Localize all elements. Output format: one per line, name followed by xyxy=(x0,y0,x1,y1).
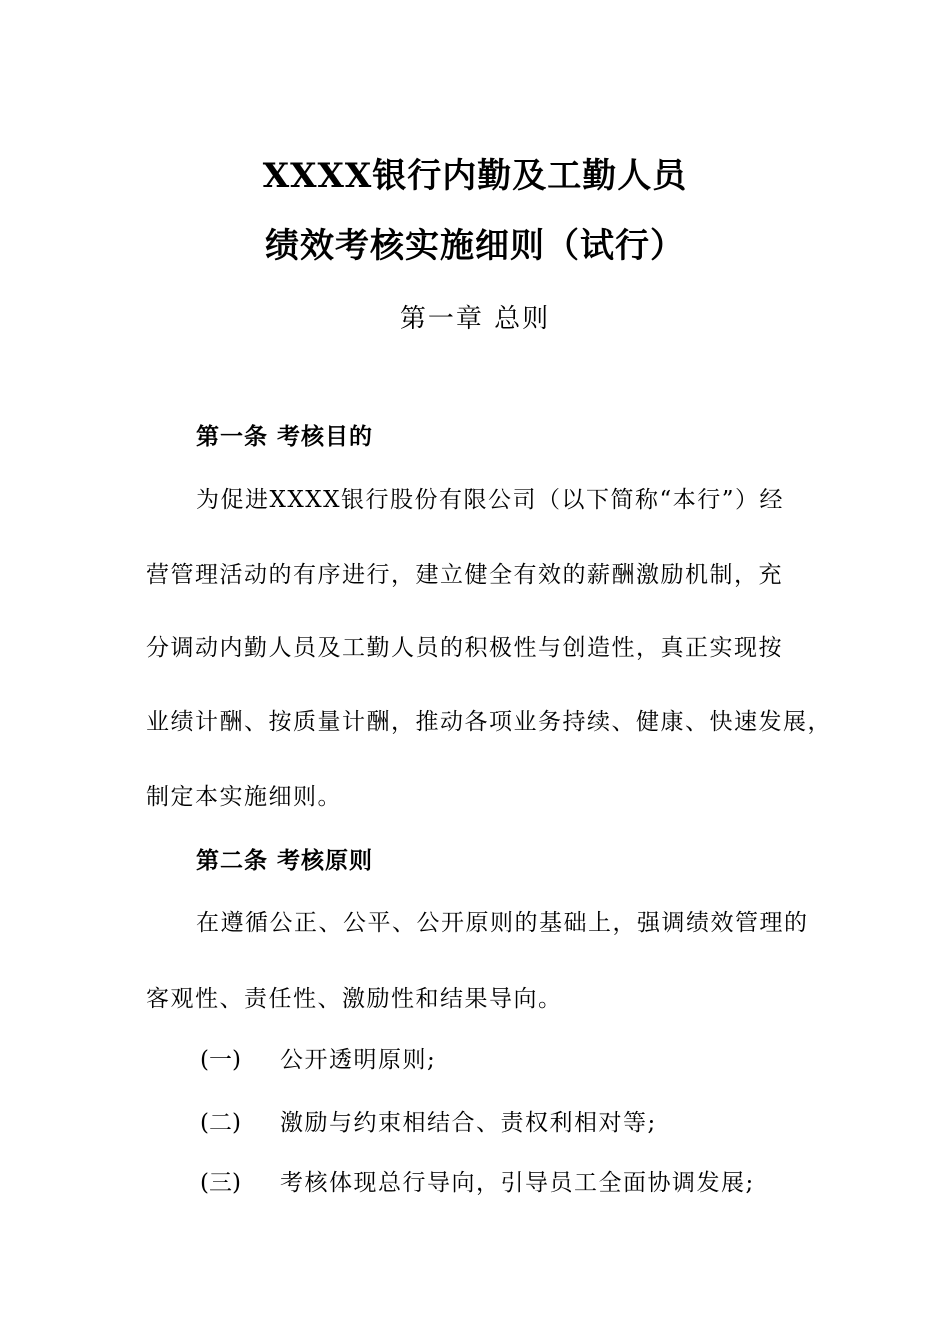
principle-item-number: (一) xyxy=(200,1047,241,1073)
article-2-line: 客观性、责任性、激励性和结果导向。 xyxy=(146,986,563,1012)
article-1-heading: 第一条 考核目的 xyxy=(196,423,374,450)
article-1-line: 业绩计酬、按质量计酬，推动各项业务持续、健康、快速发展， xyxy=(146,709,832,735)
chapter-heading: 第一章 总则 xyxy=(399,304,551,334)
principle-item-text: 激励与约束相结合、责权利相对等; xyxy=(280,1110,657,1136)
document-title-line-1: XXXX银行内勤及工勤人员 xyxy=(262,156,688,196)
article-2-heading: 第二条 考核原则 xyxy=(196,847,374,874)
principle-item-text: 考核体现总行导向，引导员工全面协调发展; xyxy=(280,1170,755,1196)
principle-item-number: (二) xyxy=(200,1110,241,1136)
article-1-line: 制定本实施细则。 xyxy=(146,784,342,810)
article-1-line: 营管理活动的有序进行，建立健全有效的薪酬激励机制，充 xyxy=(146,562,783,588)
document-title-line-2: 绩效考核实施细则（试行） xyxy=(265,226,685,266)
article-1-line: 为促进XXXX银行股份有限公司（以下简称“本行”）经 xyxy=(196,487,785,513)
article-1-line: 分调动内勤人员及工勤人员的积极性与创造性，真正实现按 xyxy=(146,635,783,661)
principle-item-text: 公开透明原则; xyxy=(280,1047,437,1073)
principle-item-number: (三) xyxy=(200,1170,241,1196)
article-2-line: 在遵循公正、公平、公开原则的基础上，强调绩效管理的 xyxy=(196,910,809,936)
